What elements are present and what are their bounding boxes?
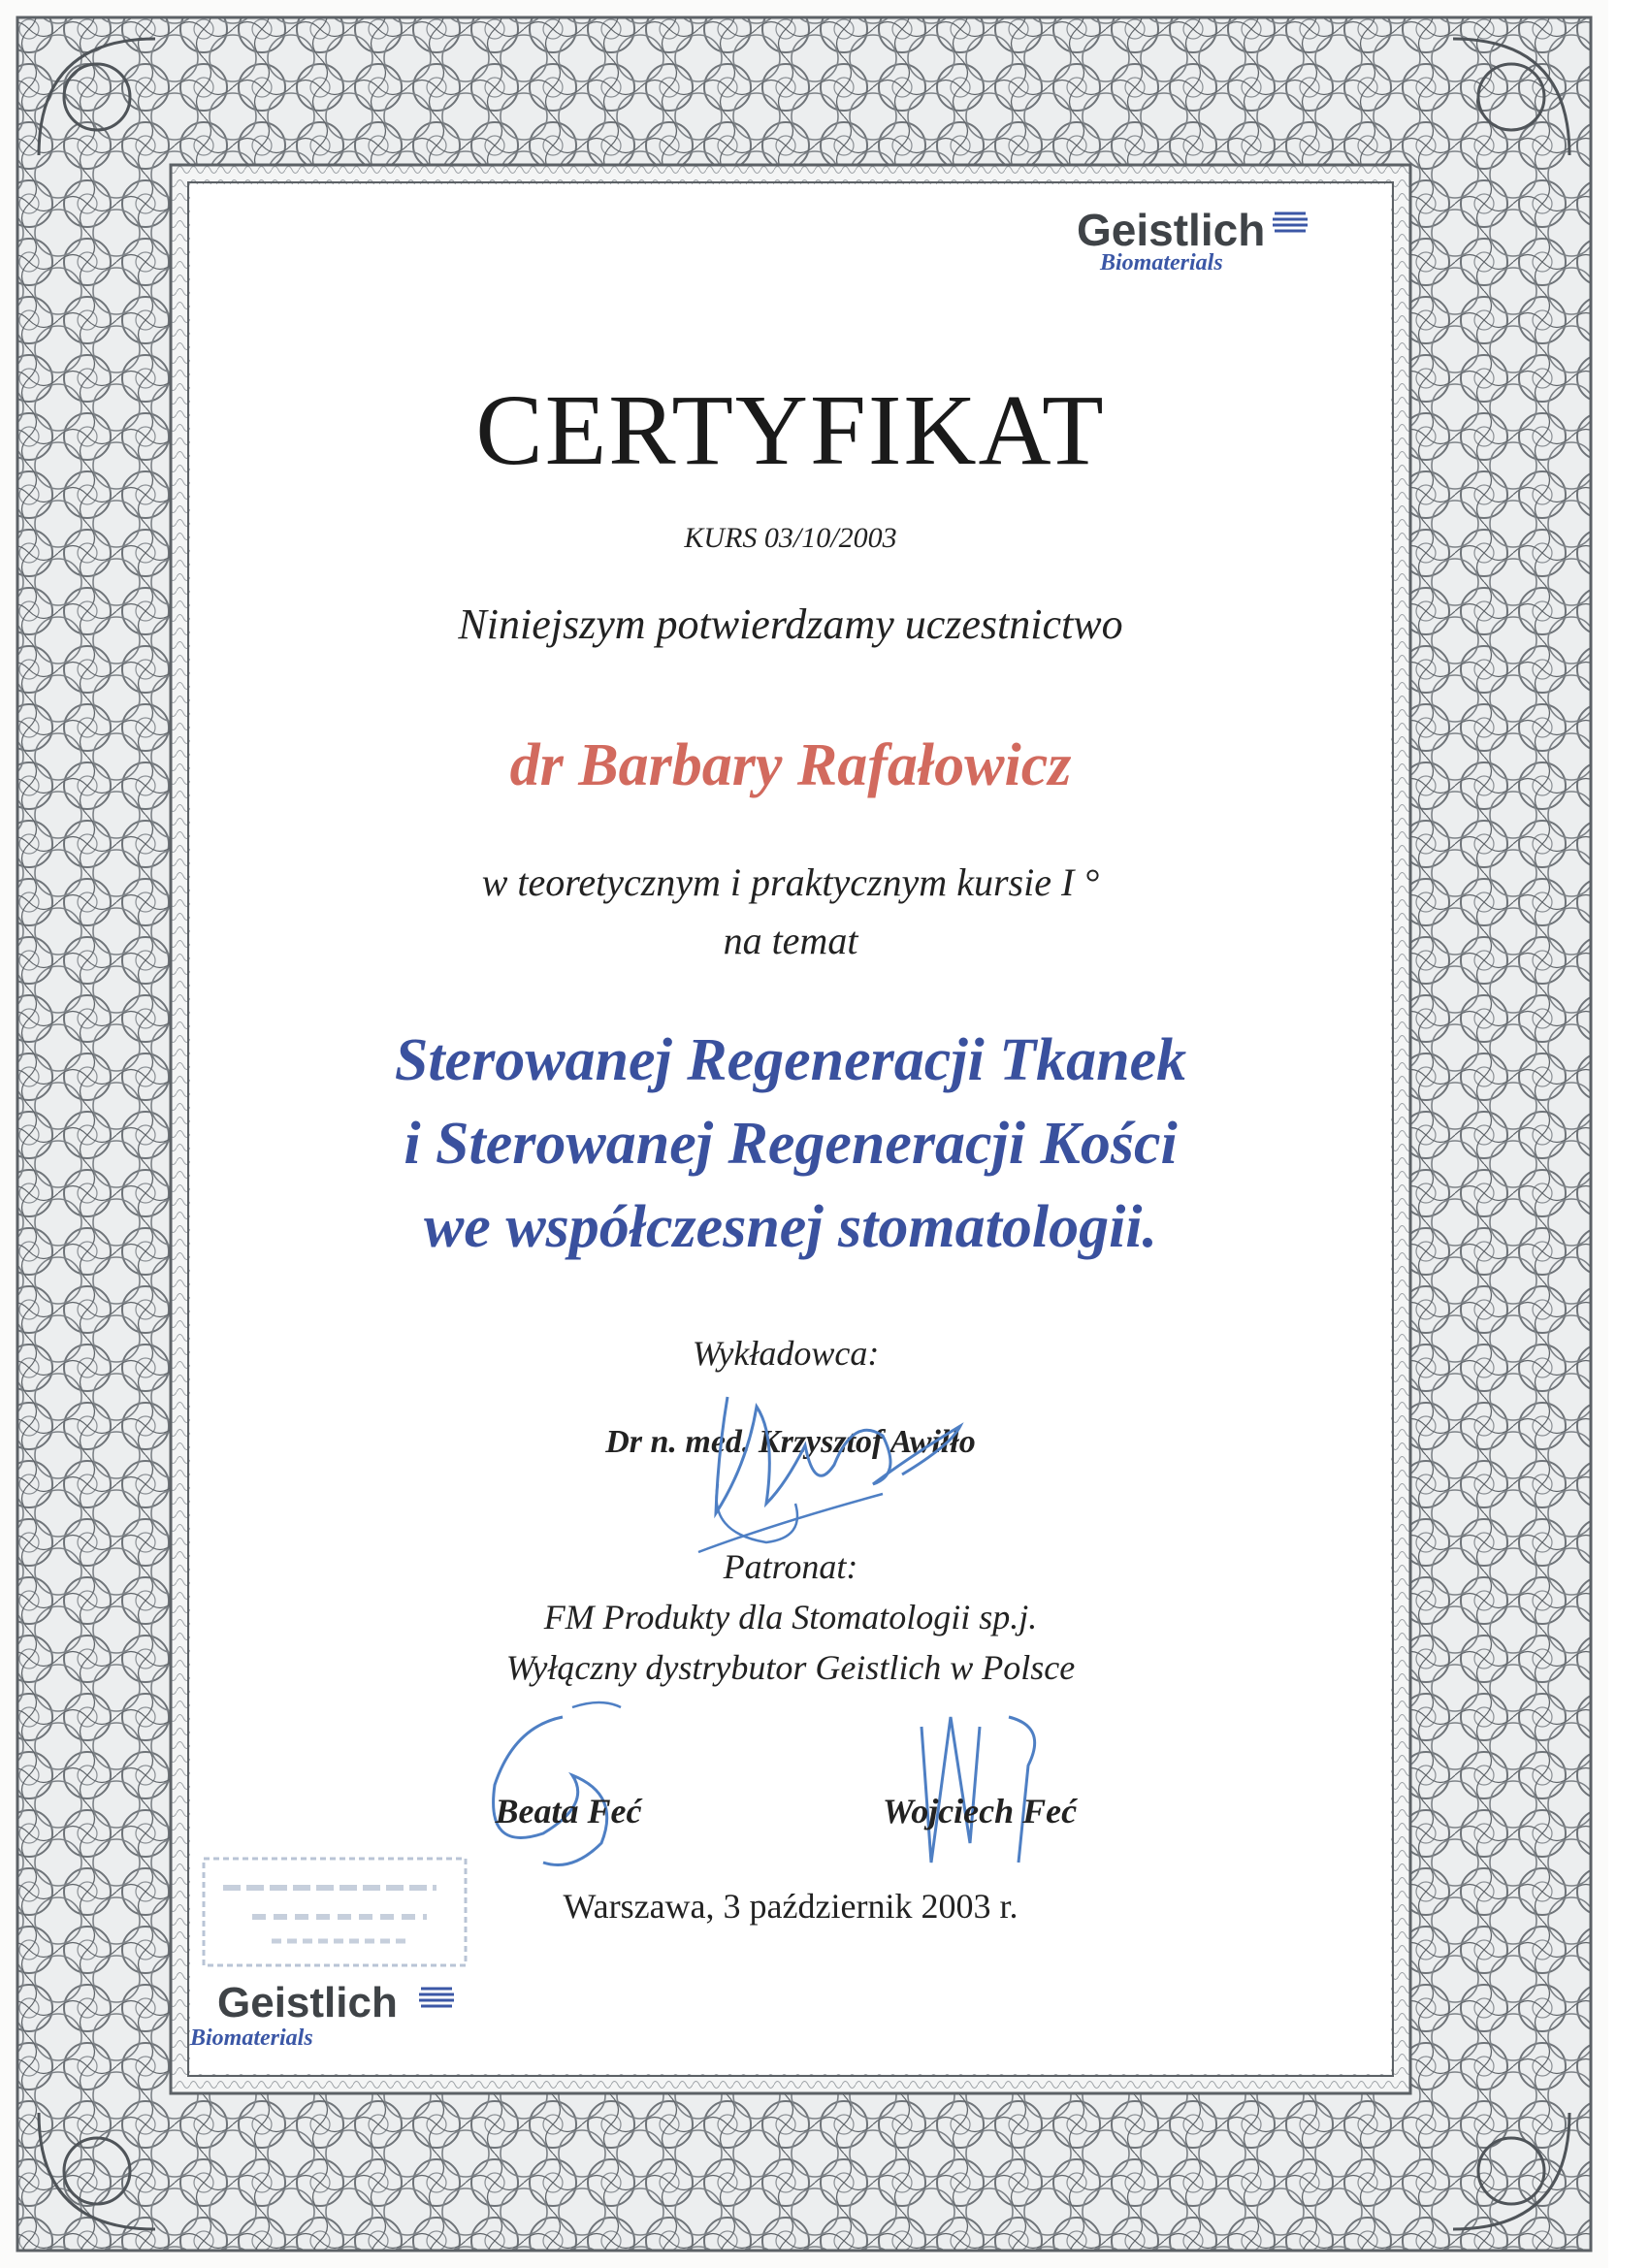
certificate-title: CERTYFIKAT bbox=[475, 374, 1106, 486]
logo-tagline-bottom: Biomaterials bbox=[190, 2025, 313, 2051]
signatory-beata: Beata Feć bbox=[495, 1792, 642, 1831]
patron-company: FM Produkty dla Stomatologii sp.j. bbox=[543, 1598, 1038, 1636]
recipient-name: dr Barbary Rafałowicz bbox=[509, 732, 1072, 798]
logo-mark-bottom-icon bbox=[417, 1985, 456, 2012]
faded-stamp bbox=[194, 1849, 485, 1985]
signatory-wojciech: Wojciech Feć bbox=[882, 1792, 1078, 1831]
course-description: w teoretycznym i praktycznym kursie I ° bbox=[481, 860, 1100, 904]
signature-left bbox=[456, 1688, 669, 1882]
scan-margin bbox=[1608, 0, 1649, 2268]
logo-tagline: Biomaterials bbox=[1100, 250, 1223, 275]
logo-brand: Geistlich bbox=[1077, 205, 1266, 255]
course-code: KURS 03/10/2003 bbox=[684, 522, 897, 554]
lecturer-name: Dr n. med. Krzysztof Awiłło bbox=[605, 1424, 976, 1460]
lecturer-label: Wykładowca: bbox=[692, 1334, 880, 1373]
signature-right bbox=[892, 1688, 1106, 1882]
logo-brand-bottom: Geistlich bbox=[217, 1979, 398, 2026]
patron-distributor: Wyłączny dystrybutor Geistlich w Polsce bbox=[505, 1648, 1076, 1687]
topic-line-3: we współczesnej stomatologii. bbox=[423, 1194, 1158, 1260]
topic-line-1: Sterowanej Regeneracji Tkanek bbox=[394, 1027, 1187, 1093]
geistlich-logo-bottom bbox=[190, 1979, 481, 2066]
topic-line-2: i Sterowanej Regeneracji Kości bbox=[404, 1111, 1178, 1177]
logo-mark-icon bbox=[1271, 210, 1310, 237]
place-and-date: Warszawa, 3 październik 2003 r. bbox=[563, 1887, 1018, 1926]
confirmation-text: Niniejszym potwierdzamy uczestnictwo bbox=[458, 600, 1123, 648]
patronage-label: Patronat: bbox=[723, 1547, 858, 1586]
geistlich-logo-top bbox=[1077, 204, 1310, 291]
on-topic-text: na temat bbox=[723, 919, 858, 962]
